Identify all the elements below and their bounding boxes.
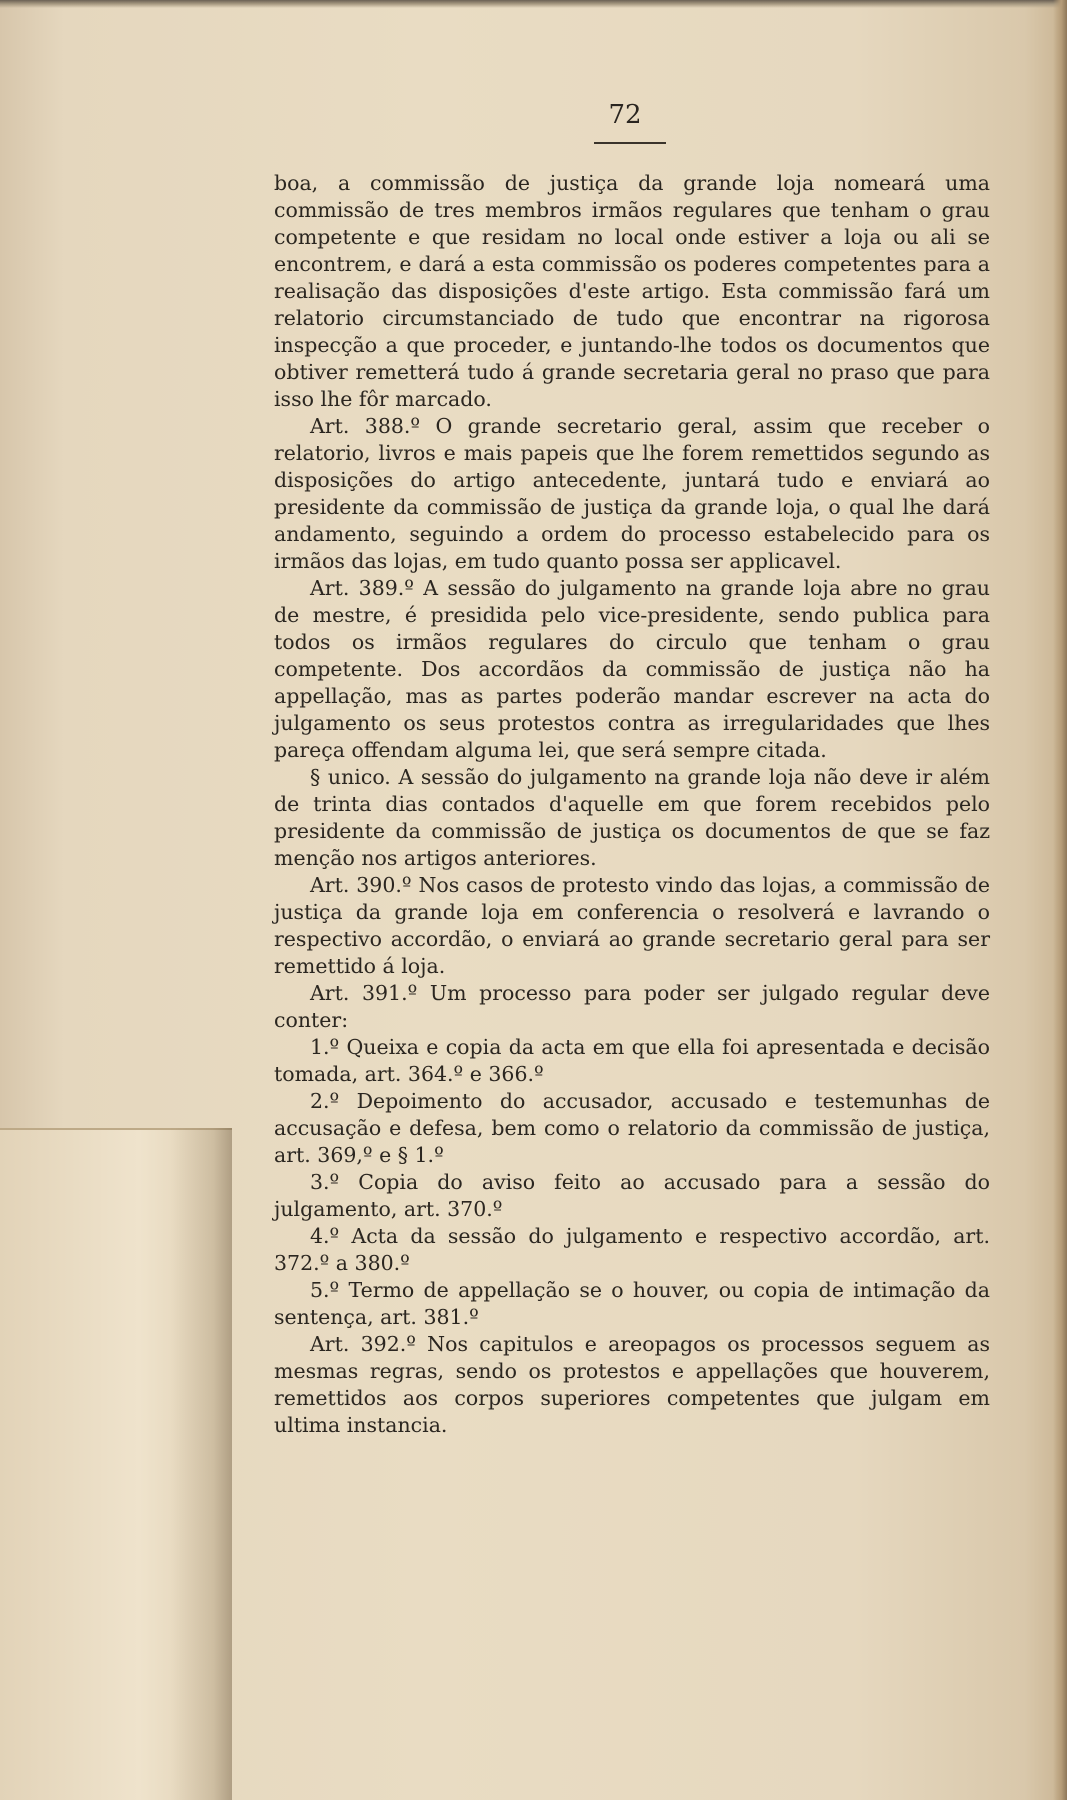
list-item-2: 2.º Depoimento do accusador, accusado e testemunhas de accusação e defesa, bem como o relatorio da commissão de justiça, art. 369,º e § 1.º [274,1089,990,1167]
right-page-edge [1053,0,1067,1800]
paragraph-art-390: Art. 390.º Nos casos de protesto vindo das lojas, a commissão de justiça da grande loja em conferencia o resolverá e lavrando o respectivo accordão, o enviará ao grande secretario geral para ser remettido á loja. [274,873,990,978]
body-text [274,170,990,1439]
list-item-3: 3.º Copia do aviso feito ao accusado para a sessão do julgamento, art. 370.º [274,1170,990,1221]
paragraph-art-391: Art. 391.º Um processo para poder ser julgado regular deve conter: [274,981,990,1032]
paragraph-unico: § unico. A sessão do julgamento na grande loja não deve ir além de trinta dias contados d'aquelle em que forem recebidos pelo presidente da commissão de justiça os documentos de que se faz menção nos artigos anteriores. [274,765,990,870]
paragraph-continuation: boa, a commissão de justiça da grande loja nomeará uma commissão de tres membros irmãos regulares que tenham o grau competente e que residam no local onde estiver a loja ou ali se encontrem, e dará a esta commissão os poderes competentes para a realisação das disposições d'este artigo. Esta commissão fará um relatorio circumstanciado de tudo que encontrar na rigorosa inspecção a que proceder, e juntando-lhe todos os documentos que obtiver remetterá tudo á grande secretaria geral no praso que para isso lhe fôr marcado. [274,171,990,411]
paragraph-art-392: Art. 392.º Nos capitulos e areopagos os processos seguem as mesmas regras, sendo os protestos e appellações que houverem, remettidos aos corpos superiores competentes que julgam em ultima instancia. [274,1332,990,1437]
list-item-4: 4.º Acta da sessão do julgamento e respectivo accordão, art. 372.º a 380.º [274,1224,990,1275]
list-item-1: 1.º Queixa e copia da acta em que ella foi apresentada e decisão tomada, art. 364.º e 366.º [274,1035,990,1086]
list-item-5: 5.º Termo de appellação se o houver, ou copia de intimação da sentença, art. 381.º [274,1278,990,1329]
page-number: 72 [608,100,642,130]
page-fold-shadow [170,1128,232,1800]
page-number-rule [594,142,666,144]
paragraph-art-388: Art. 388.º O grande secretario geral, assim que receber o relatorio, livros e mais papeis que lhe forem remettidos segundo as disposições do artigo antecedente, juntará tudo e enviará ao presidente da commissão de justiça da grande loja, o qual lhe dará andamento, seguindo a ordem do processo estabelecido para os irmãos das lojas, em tudo quanto possa ser applicavel. [274,414,990,573]
paragraph-art-389: Art. 389.º A sessão do julgamento na grande loja abre no grau de mestre, é presidida pelo vice-presidente, sendo publica para todos os irmãos regulares do circulo que tenham o grau competente. Dos accordãos da commissão de justiça não ha appellação, mas as partes poderão mandar escrever na acta do julgamento os seus protestos contra as irregularidades que lhes pareça offendam alguma lei, que será sempre citada. [274,576,990,762]
top-edge-shadow [0,0,1067,8]
